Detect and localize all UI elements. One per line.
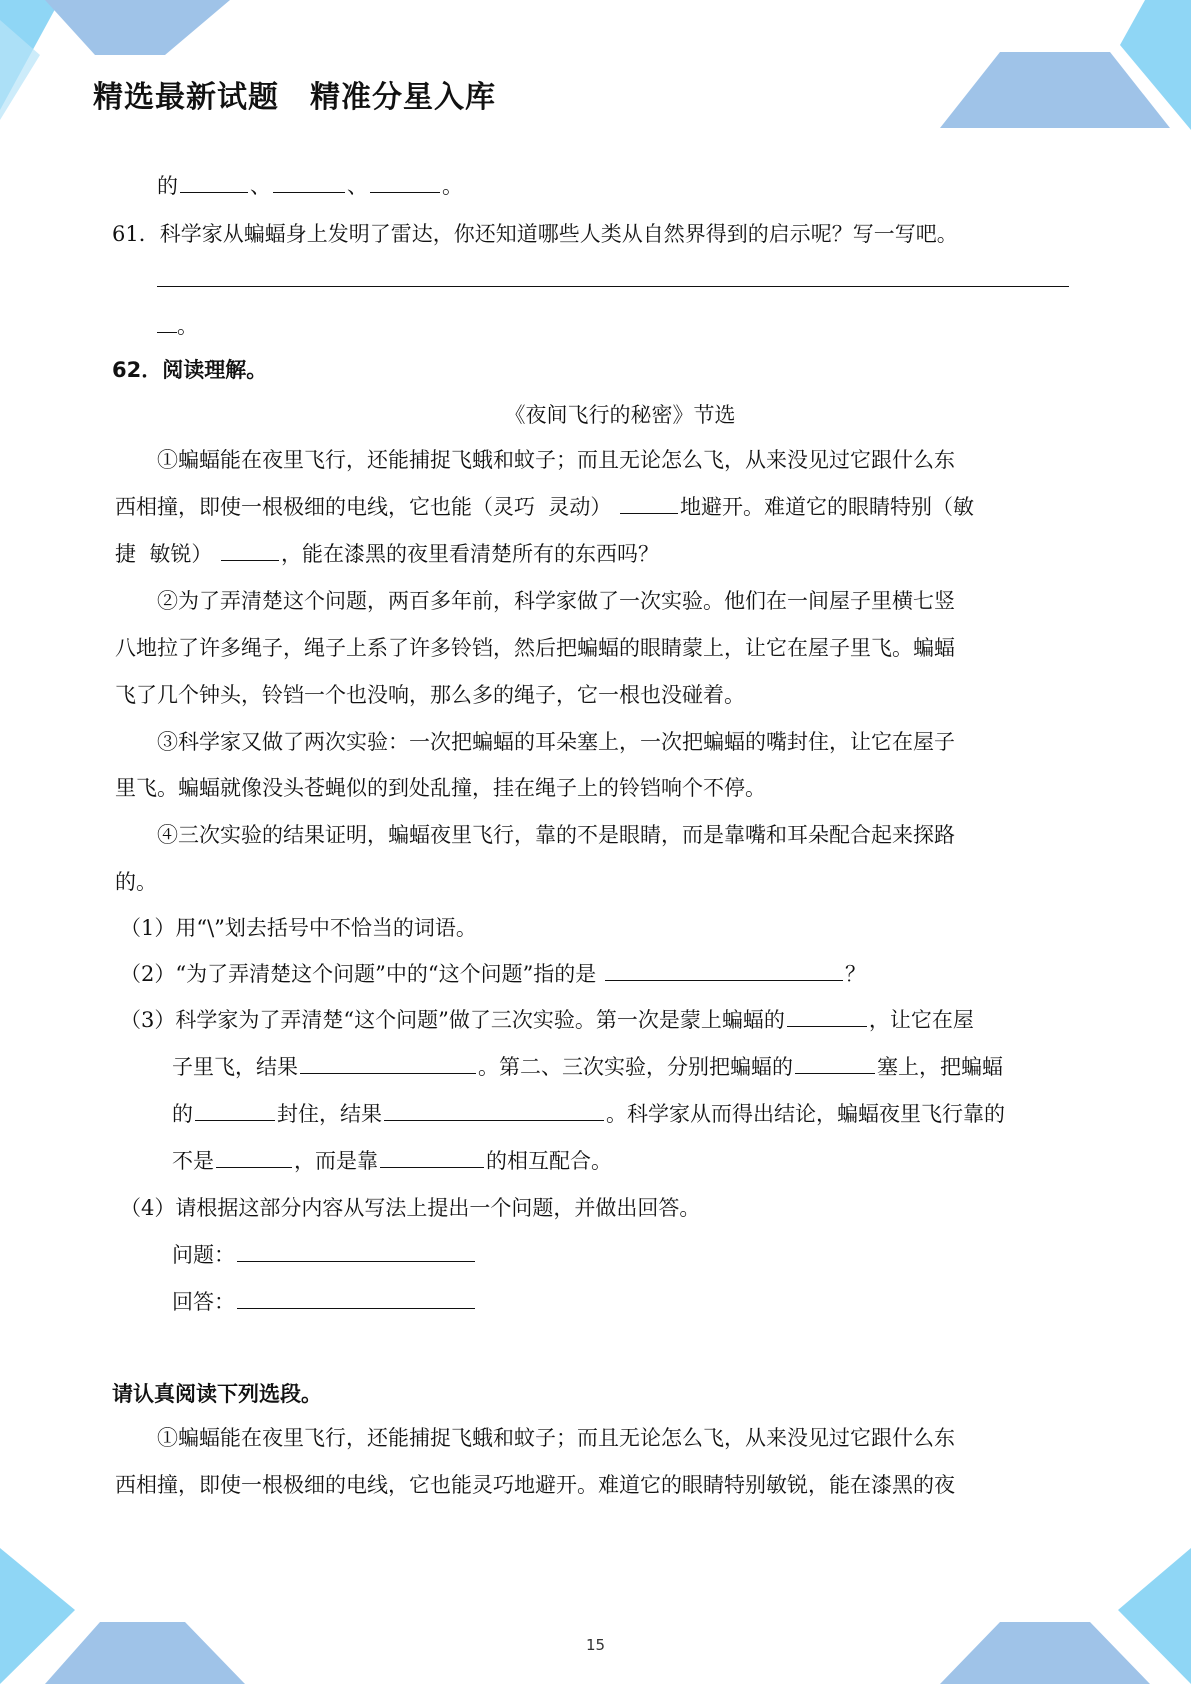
answer-blank[interactable]: [384, 1100, 604, 1121]
text: 问题：: [172, 1243, 235, 1267]
text: ，能在漆黑的夜里看清楚所有的东西吗？: [281, 542, 660, 566]
sub-question-3-line-3: [172, 1100, 1005, 1128]
answer-blank[interactable]: [787, 1006, 867, 1027]
answer-blank[interactable]: [300, 1053, 476, 1074]
answer-blank[interactable]: [221, 540, 279, 561]
answer-blank[interactable]: [157, 312, 177, 333]
text: 子里飞，结果: [172, 1055, 298, 1079]
text: 西相撞，即使一根极细的电线，它也能（灵巧 灵动）: [115, 495, 612, 519]
answer-blank[interactable]: [795, 1053, 875, 1074]
paragraph-2-line-1: ②为了弄清楚这个问题，两百多年前，科学家做了一次实验。他们在一间屋子里横七竖: [157, 589, 955, 613]
paragraph-4-line-1: ④三次实验的结果证明，蝙蝠夜里飞行，靠的不是眼睛，而是靠嘴和耳朵配合起来探路: [157, 823, 955, 847]
answer-blank[interactable]: [216, 1147, 292, 1168]
text: ？: [844, 962, 866, 986]
answer-blank[interactable]: [237, 1288, 475, 1309]
paragraph-1-line-3: [115, 540, 659, 568]
text: 、: [347, 174, 368, 198]
sub-question-3-line-2: [172, 1053, 1003, 1081]
text: （2）“为了弄清楚这个问题”中的“这个问题”指的是: [120, 962, 603, 986]
answer-line-61[interactable]: [157, 286, 1069, 287]
section-2-line-2: 西相撞，即使一根极细的电线，它也能灵巧地避开。难道它的眼睛特别敏锐，能在漆黑的夜: [115, 1473, 955, 1497]
sub-question-3-line-4: [172, 1147, 612, 1175]
sub-question-4-question: [172, 1241, 477, 1269]
paragraph-3-line-2: 里飞。蝙蝠就像没头苍蝇似的到处乱撞，挂在绳子上的铃铛响个不停。: [115, 776, 766, 800]
text: 不是: [172, 1149, 214, 1173]
text: （3）科学家为了弄清楚“这个问题”做了三次实验。第一次是蒙上蝙蝠的: [120, 1008, 785, 1032]
text: 的: [172, 1102, 193, 1126]
text: 。: [177, 314, 198, 338]
q61-tail: [157, 312, 198, 340]
sub-question-4: （4）请根据这部分内容从写法上提出一个问题，并做出回答。: [120, 1196, 701, 1220]
sub-question-4-answer: [172, 1288, 477, 1316]
text: 的相互配合。: [486, 1149, 612, 1173]
paragraph-4-line-2: 的。: [115, 870, 157, 894]
text: ，让它在屋: [868, 1008, 974, 1032]
answer-blank[interactable]: [380, 1147, 484, 1168]
passage-title: 《夜间飞行的秘密》节选: [504, 403, 736, 427]
paragraph-3-line-1: ③科学家又做了两次实验：一次把蝙蝠的耳朵塞上，一次把蝙蝠的嘴封住，让它在屋子: [157, 730, 955, 754]
answer-blank[interactable]: [620, 493, 678, 514]
question-61: 61．科学家从蝙蝠身上发明了雷达，你还知道哪些人类从自然界得到的启示呢？写一写吧。: [112, 222, 958, 246]
sub-question-2: [120, 960, 866, 988]
answer-blank[interactable]: [195, 1100, 275, 1121]
answer-blank[interactable]: [370, 172, 440, 193]
section-2-line-1: ①蝙蝠能在夜里飞行，还能捕捉飞蛾和蚊子；而且无论怎么飞，从来没见过它跟什么东: [157, 1426, 955, 1450]
text: 。第二、三次实验，分别把蝙蝠的: [478, 1055, 793, 1079]
sub-question-1: （1）用“\”划去括号中不恰当的词语。: [120, 916, 477, 940]
text: 、: [250, 174, 271, 198]
paragraph-2-line-2: 八地拉了许多绳子，绳子上系了许多铃铛，然后把蝙蝠的眼睛蒙上，让它在屋子里飞。蝙蝠: [115, 636, 955, 660]
paragraph-1-line-1: ①蝙蝠能在夜里飞行，还能捕捉飞蛾和蚊子；而且无论怎么飞，从来没见过它跟什么东: [157, 448, 955, 472]
text: 地避开。难道它的眼睛特别（敏: [680, 495, 975, 519]
text: ，而是靠: [294, 1149, 378, 1173]
answer-blank[interactable]: [180, 172, 248, 193]
corner-trapezoid-top-left: [45, 0, 230, 55]
text: 捷 敏锐）: [115, 542, 213, 566]
header-title: 精选最新试题 精准分星入库: [93, 80, 496, 115]
paragraph-1-line-2: [115, 493, 974, 521]
answer-blank[interactable]: [605, 960, 843, 981]
text: 。: [442, 174, 463, 198]
question-62-heading: 62．阅读理解。: [112, 358, 268, 382]
answer-blank[interactable]: [273, 172, 345, 193]
text: 。科学家从而得出结论，蝙蝠夜里飞行靠的: [606, 1102, 1005, 1126]
text: 封住，结果: [277, 1102, 382, 1126]
text: 回答：: [172, 1290, 235, 1314]
text: 的: [157, 174, 178, 198]
section-2-heading: 请认真阅读下列选段。: [112, 1382, 322, 1406]
sub-question-3-line-1: [120, 1006, 974, 1034]
q60-tail-line: [157, 172, 463, 200]
page-number: 15: [585, 1636, 606, 1654]
paragraph-2-line-3: 飞了几个钟头，铃铛一个也没响，那么多的绳子，它一根也没碰着。: [115, 683, 745, 707]
answer-blank[interactable]: [237, 1241, 475, 1262]
text: 塞上，把蝙蝠: [877, 1055, 1003, 1079]
